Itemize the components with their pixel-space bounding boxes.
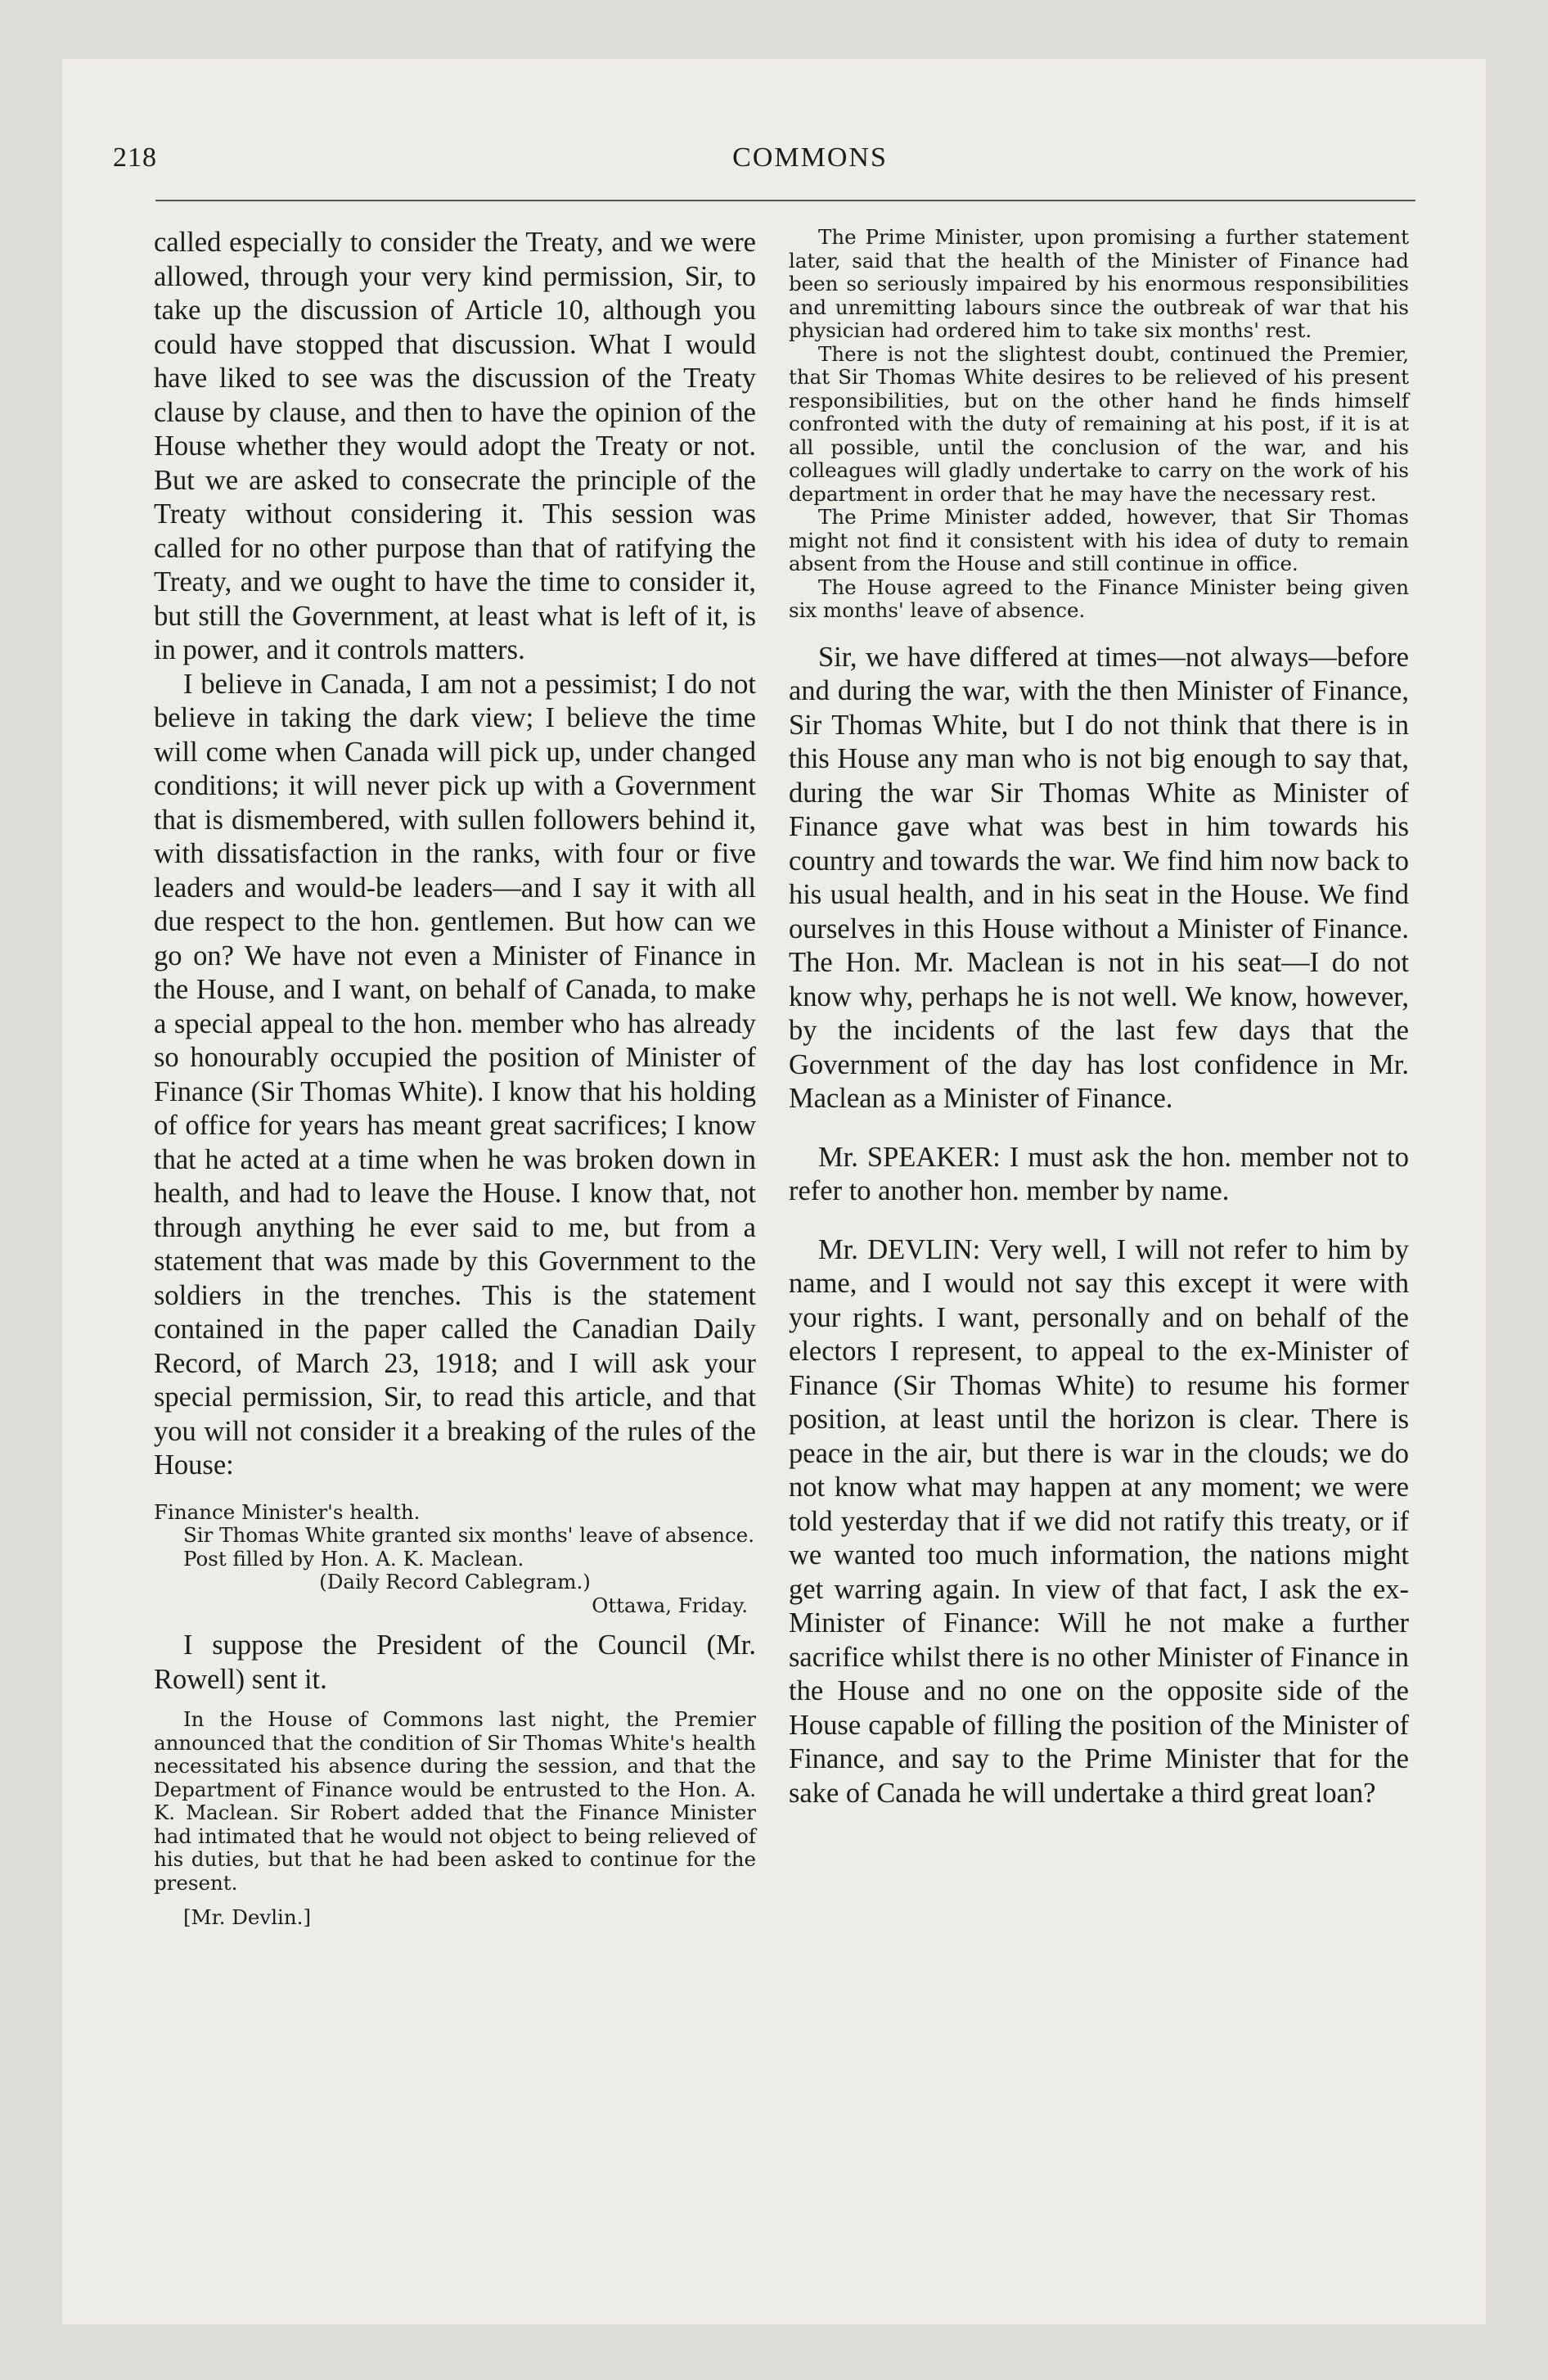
quote-body: In the House of Commons last night, the Premier announced that the condition of Sir Thomas White's health necessitated his absence during the session, and that the Department of Finance would be entrusted to the Hon. A. K. Maclean. Sir Robert added that the Finance Minister had intimated that he would not object to being relieved of his duties, but that he had been asked to continue for the present. (154, 1707, 756, 1895)
quote-paragraph: The House agreed to the Finance Minister being given six months' leave of absence. (789, 575, 1409, 622)
paragraph: I suppose the President of the Council (Mr. Rowell) sent it. (154, 1629, 756, 1695)
quote-dateline: Ottawa, Friday. (592, 1593, 748, 1617)
left-column (154, 226, 756, 1930)
quote-paragraph: The Prime Minister added, however, that Sir Thomas might not find it consistent with his idea of duty to remain absent from the House and still continue in office. (789, 505, 1409, 575)
page-number: 218 (113, 142, 157, 173)
quote-subtitle: Sir Thomas White granted six months' leave of absence. (183, 1523, 755, 1547)
paragraph: I believe in Canada, I am not a pessimist; I do not believe in taking the dark view; I believe the time will come when Canada will pick up, under changed conditions; it will never pick up with a Government that is dismembered, with sullen followers behind it, with dissatisfaction in the ranks, with four or five leaders and would-be leaders—and I say it with all due respect to the hon. gentlemen. But how can we go on? We have not even a Minister of Finance in the House, and I want, on behalf of Canada, to make a special appeal to the hon. member who has already so honourably occupied the position of Minister of Finance (Sir Thomas White). I know that his holding of office for years has meant great sacrifices; I know that he acted at a time when he was broken down in health, and had to leave the House. I know that, not through anything he ever said to me, but from a statement that was made by this Government to the soldiers in the trenches. This is the statement contained in the paper called the Canadian Daily Record, of March 23, 1918; and I will ask your special permission, Sir, to read this article, and that you will not consider it a breaking of the rules of the House: (154, 668, 756, 1481)
quote-post: Post filled by Hon. A. K. Maclean. (183, 1546, 524, 1571)
speaker-paragraph: Mr. SPEAKER: I must ask the hon. member not to refer to another hon. member by name. (789, 1141, 1409, 1206)
speaker-paragraph: Mr. DEVLIN: Very well, I will not refer to him by name, and I would not say this except it were with your rights. I want, personally and on behalf of the electors I represent, to appeal to the ex-Minister of Finance (Sir Thomas White) to resume his former position, at least until the horizon is clear. There is peace in the air, but there is war in the clouds; we do not know what may happen at any moment; we were told yesterday that if we did not ratify this treaty, or if we wanted too much information, the nations might get warring again. In view of that fact, I ask the ex-Minister of Finance: Will he not make a further sacrifice whilst there is no other Minister of Finance in the House and no one on the opposite side of the House capable of filling the position of the Minister of Finance, and say to the Prime Minister that for the sake of Canada he will undertake a third great loan? (789, 1233, 1409, 1809)
speaker-footer: [Mr. Devlin.] (183, 1905, 312, 1929)
quote-paragraph: There is not the slightest doubt, continued the Premier, that Sir Thomas White desires to be relieved of his present responsibilities, but on the other hand he finds himself confronted with the duty of remaining at his post, if it is at all possible, until the conclusion of the war, and his colleagues will gladly undertake to carry on the work of his department in order that he may have the necessary rest. (789, 341, 1409, 506)
paragraph: called especially to consider the Treaty, and we were allowed, through your very kind permission, Sir, to take up the discussion of Article 10, although you could have stopped that discussion. What I would have liked to see was the discussion of the Treaty clause by clause, and then to have the opinion of the House whether they would adopt the Treaty or not. But we are asked to consecrate the principle of the Treaty without considering it. This session was called for no other purpose than that of ratifying the Treaty, and we ought to have the time to consider it, but still the Government, at least what is left of it, is in power, and it controls matters. (154, 227, 756, 665)
header-rule (155, 200, 1415, 201)
quote-paragraph: The Prime Minister, upon promising a further statement later, said that the health of the Minister of Finance had been so seriously impaired by his enormous responsibilities and unremitting labours since the outbreak of war that his physician had ordered him to take six months' rest. (789, 225, 1409, 342)
quote-title: Finance Minister's health. (154, 1499, 421, 1524)
quote-source: (Daily Record Cablegram.) (319, 1570, 591, 1593)
running-head: COMMONS (732, 142, 888, 173)
right-column (789, 226, 1409, 1810)
paragraph: Sir, we have differed at times—not always—before and during the war, with the then Minister of Finance, Sir Thomas White, but I do not think that there is in this House any man who is not big enough to say that, during the war Sir Thomas White as Minister of Finance gave what was best in him towards his country and towards the war. We find him now back to his usual health, and in his seat in the House. We find ourselves in this House without a Minister of Finance. The Hon. Mr. Maclean is not in his seat—I do not know why, perhaps he is not well. We know, however, by the incidents of the last few days that the Government of the day has lost confidence in Mr. Maclean as a Minister of Finance. (789, 641, 1409, 1114)
